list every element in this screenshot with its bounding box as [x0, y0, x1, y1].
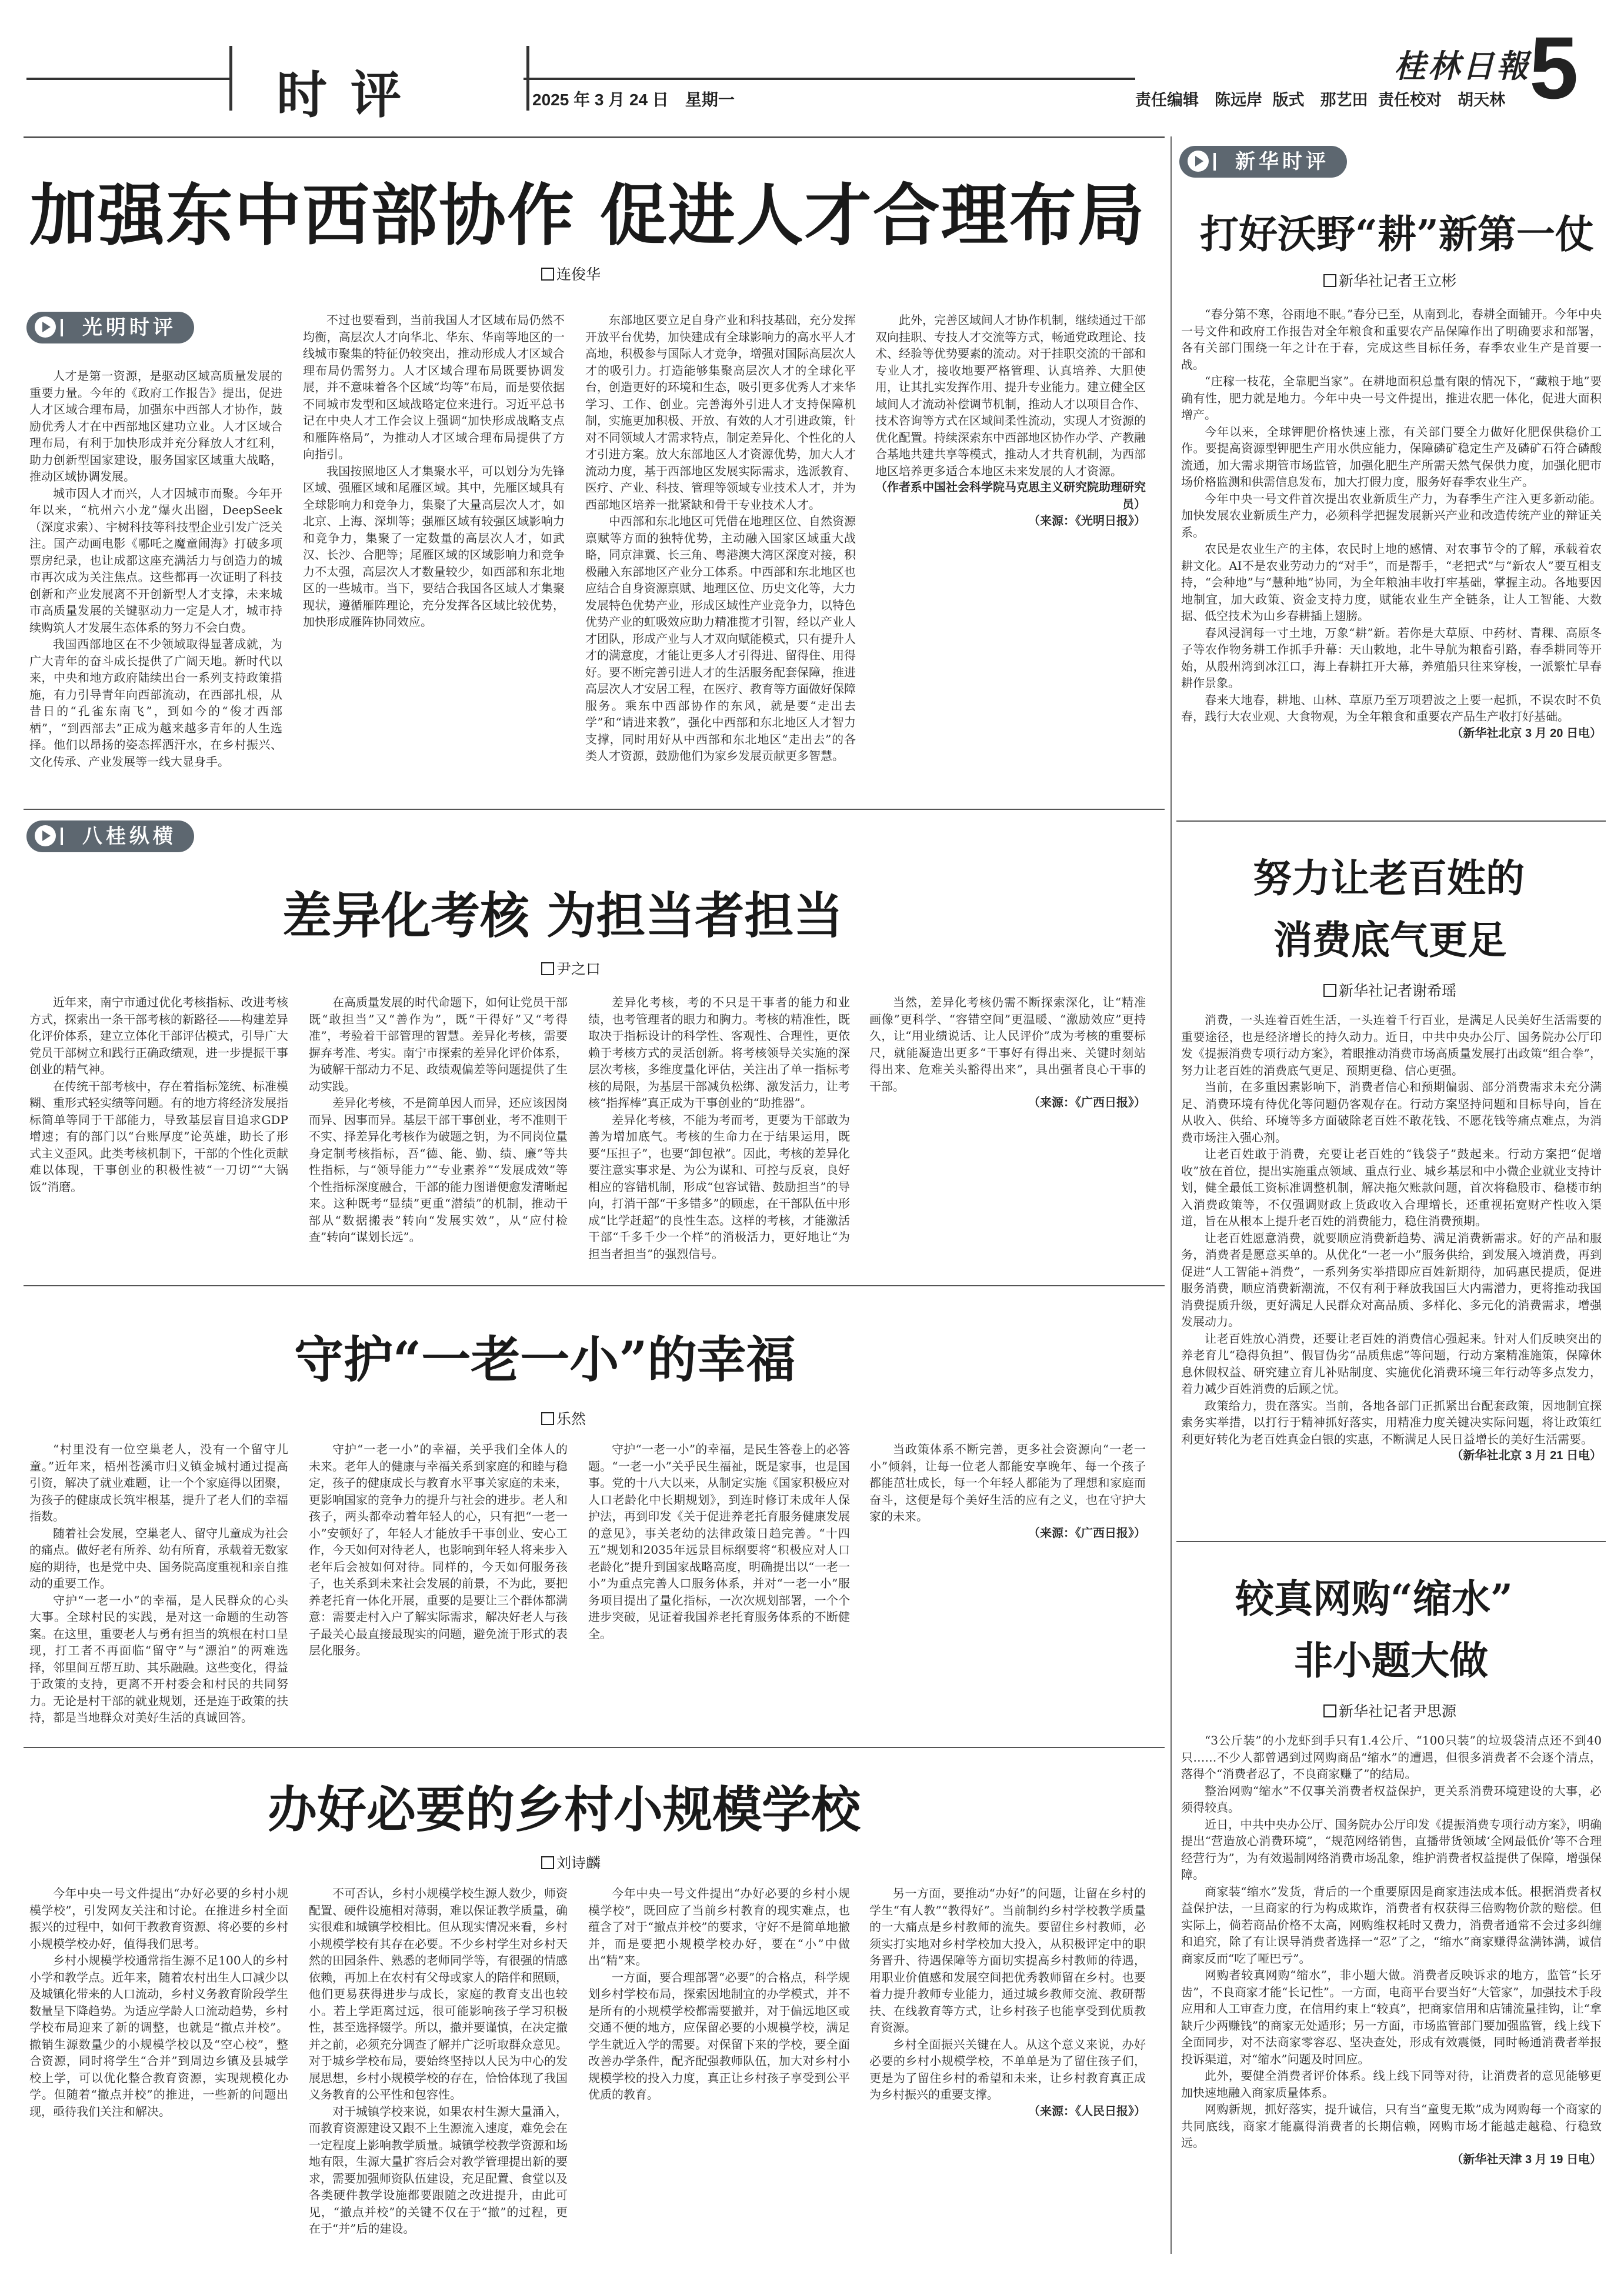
art2-byline: 尹之口 [541, 958, 601, 979]
side2-para-3: 让老百姓敢于消费，充要让老百姓的“钱袋子”鼓起来。行动方案把“促增收”放在首位，提出实施重点领域、重点行业、城乡基层和中小微企业就业支持计划，健全最低工资标准调整机制，解决拖欠账款问题，首次将稳股市、稳楼市纳入消费政策等，不仅强调财政上货政收入合理增长，还重视拓宽财产性收入渠道，旨在从根本上提升老百姓的消费能力，稳住消费预期。 [1181, 1147, 1602, 1228]
tag-bagui [26, 820, 194, 852]
side1-source: （新华社北京 3 月 20 日电） [1451, 726, 1602, 740]
lead-byline: 连俊华 [541, 263, 601, 284]
side2-para-5: 让老百姓放心消费，还要让老百姓的消费信心强起来。针对人们反映突出的养老育儿“稳得负担”、假冒伪劣“品质焦虑”等问题，行动方案精准施策，保障休息休假权益、研究建立育儿补贴制度、实施优化消费环境三年行动等多点发力，着力减少百姓消费的后顾之忧。 [1181, 1331, 1602, 1396]
art3-para-3: 守护“一老一小”的幸福，是人民群众的心头大事。全球村民的实践，是对这一命题的生动答案。在这里，重要老人与勇有担当的筑根在村口呈现，打工者不再面临“留守”与“漂泊”的两难选择，邻里间互帮互助、其乐融融。这些变化，得益于政策的支持，更离不开村委会和村民的共同努力。无论是村干部的就业规划，还是连于政策的扶持，都是当地群众对美好生活的真诚回答。 [29, 1593, 288, 1724]
top-divider [24, 136, 1165, 138]
masthead [0, 0, 1624, 147]
side3-headline-l2: 非小题大做 [1294, 1637, 1488, 1683]
tag-bar-icon [61, 319, 63, 336]
side2-source: （新华社北京 3 月 21 日电） [1451, 1449, 1602, 1462]
side2-headline-l1: 努力让老百姓的 [1253, 855, 1525, 901]
side2-body [1181, 1012, 1602, 1559]
art2-para-3: 在高质量发展的时代命题下，如何让党员干部既“敢担当”又“善作为”，既“干得好”又“考得准”，考验着干部管理的智慧。差异化考核，需要摒弃考准、考实。南宁市探索的差异化评价体系，为破解干部动力不足、政绩观偏差等问题提供了生动实践。 [309, 995, 568, 1093]
lead-para-7: 中西部和东北地区可凭借在地理区位、自然资源禀赋等方面的独特优势，主动融入国家区域重大战略，同京津冀、长三角、粤港澳大湾区深度对接，积极融入东部地区产业分工体系。中西部和东北地区也应结合自身资源禀赋、地理区位、历史文化等，大力发展特色优势产业，形成区域性产业竞争力，以特色优势产业的虹吸效应助力精准揽才引智，经以产业人才团队，形成产业与人才双向赋能模式，只有提升人才的满意度，才能让更多人才引得进、留得住、用得好。要不断完善引进人才的生活服务配套保障，推进高层次人才安居工程，在医疗、教育等方面做好保障服务。乘东中西部协作的东风，就是要“走出去学”和“请进来教”，强化中西部和东北地区人才智力支撑，同时用好从中西部和东北地区“走出去”的各类人才资源，鼓励他们为家乡发展贡献更多智慧。 [585, 514, 856, 763]
art3-para-1: “村里没有一位空巢老人，没有一个留守儿童。”近年来，梧州苍溪市归义镇金城村通过提高引资，解决了就业难题，让一个个家庭得以团聚，为孩子的健康成长筑牢根基，提升了老人们的幸福指数。 [29, 1442, 288, 1523]
lead-col-4 [875, 312, 1146, 803]
lead-source: （来源：《光明日报》） [1028, 515, 1146, 528]
art2-para-1: 近年来，南宁市通过优化考核指标、改进考核方式，探索出一条干部考核的新路径——构建差异化评价体系，建立立体化干部评估模式，引导广大党员干部树立和践行正确政绩观，进一步提振干事创业的精气神。 [29, 995, 288, 1076]
side-divider-3 [1176, 1541, 1606, 1542]
art3-headline: 守护“一老一小”的幸福 [294, 1330, 796, 1389]
art4-col-1 [29, 1885, 288, 2261]
masthead-rule-left [26, 78, 229, 80]
art3-para-2: 随着社会发展，空巢老人、留守儿童成为社会的痛点。做好老有所养、幼有所育，承载着无数家庭的期待，也是党中央、国务院高度重视和亲自推动的重要工作。 [29, 1526, 288, 1590]
side1-para-5: 农民是农业生产的主体，农民时上地的感情、对农事节令的了解，承载着农耕文化。AI不是农业劳动力的“对手”，而是帮手，“老把式”与“新农人”要互相支持，“会种地”与“慧种地”协同，为全年粮油丰收打牢基础，掌握主动。各地要因地制宜，加大政策、资金支持力度，赋能农业生产全链条，让人工智能、大数据、低空技术为山乡春耕插上翅膀。 [1181, 542, 1602, 623]
side3-headline-l1: 较真网购“缩水” [1235, 1576, 1513, 1622]
masthead-rule-right [523, 78, 1135, 80]
side1-para-7: 春来大地春，耕地、山林、草原乃至万项碧波之上要一起抓，不误农时不负春，践行大农业观、大食物观，为全年粮食和重要农产品生产收打好基础。 [1181, 692, 1602, 723]
art2-para-2: 在传统干部考核中，存在着指标笼统、标准模糊、重形式轻实绩等问题。有的地方将经济发展指标简单等同于干部能力，导致基层盲目追求GDP增速；有的部门以“台账厚度”论英雄，助长了形式主义歪风。此类考核机制下，干部的个性化贡献难以体现，干事创业的积极性被“一刀切”“大锅饭”消磨。 [29, 1079, 288, 1194]
side3-source: （新华社天津 3 月 19 日电） [1451, 2153, 1602, 2166]
side1-body [1181, 306, 1602, 812]
tag-bar-icon [1213, 153, 1216, 171]
art2-col-1 [29, 994, 288, 1335]
art2-headline: 差异化考核 为担当者担当 [282, 886, 843, 945]
art2-para-6: 差异化考核，不能为考而考，更要为干部敢为善为增加底气。考核的生命力在于结果运用，既要“压担子”，也要“卸包袱”。因此，考核的差异化要注意实事求是、为公为谋和、可控与反哀，良好相应的容错机制，形成“包容试错、鼓励担当”的导向，打消干部“干多错多”的顾虑，在干部队伍中形成“比学赶超”的良性生态。这样的考核，才能激活干部“千多千少一个样”的消极活力，更好地让“为担当者担当”的强烈信号。 [588, 1112, 850, 1261]
art2-col-3 [588, 994, 850, 1335]
divider-art4 [24, 1747, 1165, 1748]
side1-para-4: 今年中央一号文件首次提出农业新质生产力，为春季生产注入更多新动能。加快发展农业新质生产力，必须科学把握发展新兴产业和改造传统产业的辩证关系。 [1181, 491, 1602, 539]
art4-col-2 [309, 1885, 568, 2261]
play-icon [35, 316, 56, 338]
lead-para-5: 我国按照地区人才集聚水平，可以划分为先锋区域、强雁区域和尾雁区域。其中，先雁区域具有全球影响力和竞争力，集聚了大量高层次人才，如北京、上海、深圳等；强雁区域有较强区域影响力和竞争力，集聚了一定数量的高层次人才，如武汉、长沙、合肥等；尾雁区域的区域影响力和竞争力不太强，高层次人才数量较少，如西部和东北地区的一些城市。当下，要结合我国各区域人才集聚现状，遵循雁阵理论，充分发挥各区域比较优势，加快形成雁阵协同效应。 [303, 463, 565, 629]
staff-credits [1135, 87, 1511, 110]
side1-byline: 新华社记者王立彬 [1323, 269, 1456, 291]
page-number: 5 [1529, 18, 1579, 117]
side2-headline-l2: 消费底气更足 [1273, 917, 1506, 963]
side3-para-7: 网购新规，抓好落实，提升诚信，只有当“童叟无欺”成为网购每一个商家的共同底线，商家才能赢得消费者的长期信赖，网购市场才能越走越稳、行稳致远。 [1181, 2102, 1602, 2150]
side3-para-5: 网购者较真网购“缩水”，非小题大做。消费者反映诉求的地方，监管“长牙齿”，不良商家才能“长记性”。一方面，电商平台要当好“大管家”，加强技术手段应用和人工审查力度，在信用约束上“较真”，把商家信用和店铺流量挂钩，让“拿缺斤少两赚钱”的商家无处遁形；另一方面，市场监管部门要加强监管，线上线下全面同步，对不法商家零容忍、坚决查处，形成有效震慑，同时畅通消费者举报投诉渠道，对“缩水”问题及时回应。 [1181, 1968, 1602, 2066]
art2-para-7: 当然，差异化考核仍需不断探索深化，让“精准画像”更科学、“容错空间”更温暖、“激励效应”更持久，让“用业绩说话、让人民评价”成为考核的重要标尺，就能凝造出更多“干事好有得出来、关键时刻站得出来、危难关头豁得出来”，具出强者良心干事的干部。 [869, 995, 1146, 1093]
art4-source: （来源：《人民日报》） [1028, 2104, 1146, 2118]
lead-headline: 加强东中西部协作 促进人才合理布局 [29, 176, 1146, 255]
art2-col-2 [309, 994, 568, 1335]
lead-col-1 [29, 368, 282, 803]
art2-col-4 [869, 994, 1146, 1335]
side3-para-1: “3公斤装”的小龙虾到手只有1.4公斤、“100只装”的垃圾袋清点还不到40只……不少人都曾遇到过网购商品“缩水”的遭遇，但很多消费者不会逐个清点，落得个“消费者忍了，不良商家赚了”的结局。 [1181, 1733, 1602, 1781]
side3-byline: 新华社记者尹思源 [1323, 1700, 1456, 1721]
art4-para-5: 今年中央一号文件提出“办好必要的乡村小规模学校”，既回应了当前乡村教育的现实难点，也蕴含了对于“撤点并校”的要求，守好不是简单地撤并，而是要把小规模学校办好，要在“小”中做出“精”来。 [588, 1886, 850, 1967]
art4-para-2: 乡村小规模学校通常指生源不足100人的乡村小学和教学点。近年来，随着农村出生人口减少以及城镇化带来的人口流动，乡村义务教育阶段学生数量呈下降趋势。为适应学龄人口流动趋势，乡村学校布局迎来了新的调整，也就是“撤点并校”。撤销生源数量少的小规模学校以及“空心校”，整合资源，同时将学生“合并”到周边乡镇及县城学校上学，可以优化整合教育资源，实现规模化办学。但随着“撤点并校”的推进，一些新的问题出现，亟待我们关注和解决。 [29, 1953, 288, 2119]
lead-col-2 [303, 312, 565, 803]
divider-art2 [24, 809, 1165, 810]
tag-guangming-label: 光明时评 [82, 316, 176, 339]
art4-col-3 [588, 1885, 850, 2261]
art3-col-4 [869, 1441, 1146, 1770]
staff-layout: 版式 那艺田 [1272, 91, 1368, 109]
side3-para-4: 商家装“缩水”发货，背后的一个重要原因是商家违法成本低。根据消费者权益保护法，一旦商家的行为构成欺诈，消费者有权获得三倍购物价款的赔偿。但实际上，倘若商品价格不太高，网购维权耗时又费力，消费者通常不会过多纠缠和追究，除了有让误导消费者选择一“忍”了之，“缩水”商家赚得盆满钵满，诚信商家反而“吃了哑巴亏”。 [1181, 1884, 1602, 1966]
art4-para-8: 乡村全面振兴关键在人。从这个意义来说，办好必要的乡村小规模学校，不单单是为了留住孩子们，更是为了留住乡村的希望和未来，让乡村教育真正成为乡村振兴的重要支撑。 [869, 2037, 1146, 2101]
side3-para-6: 此外，要健全消费者评价体系。线上线下同等对待，让消费者的意见能够更加快速地融入商家质量体系。 [1181, 2069, 1602, 2100]
issue-date: 2025 年 3 月 24 日 星期一 [532, 91, 735, 109]
lead-para-4: 不过也要看到，当前我国人才区域布局仍然不均衡，高层次人才向华北、华东、华南等地区的一线城市聚集的特征仍较突出，推动形成人才区域合理布局仍需努力。人才区域合理布局既要协调发展，并不意味着各个区域“均等”布局，而是要依据不同城市发型和区域战略定位来进行。习近平总书记在中央人才工作会议上强调“加快形成战略支点和雁阵格局”，为推动人才区域合理布局提供了方向指引。 [303, 313, 565, 461]
lead-para-2: 城市因人才而兴，人才因城市而聚。今年开年以来，“杭州六小龙”爆火出圈，DeepSeek（深度求索）、宇树科技等科技型企业引发广泛关注。国产动画电影《哪吒之魔童闹海》打破多项票房纪录，也让成都这座充满活力与创造力的城市再次成为关注焦点。这些都再一次证明了科技创新和产业发展离不开创新型人才支撑，未来城市高质量发展的关键驱动力一定是人才，城市持续购筑人才发展生态体系的努力不会白费。 [29, 486, 282, 635]
lead-para-1: 人才是第一资源，是驱动区域高质量发展的重要力量。今年的《政府工作报告》提出，促进人才区域合理布局，加强东中西部人才协作，鼓励优秀人才在中西部地区建功立业。人才区域合理布局，有利于加快形成并充分释放人才红利，助力创新型国家建设，服务国家区域重大战略，推动区域协调发展。 [29, 369, 282, 483]
side3-body [1181, 1732, 1602, 2261]
tag-xinhua-label: 新华时评 [1235, 151, 1329, 173]
side-divider-2 [1176, 820, 1606, 822]
staff-proofreader: 责任校对 胡天林 [1378, 91, 1506, 109]
art4-para-4: 对于城镇学校来说，如果农村生源大量涌入，而教育资源建设又跟不上生源流入速度，难免会在一定程度上影响教学质量。城镇学校教学资源和场地有限，生源大量扩容后会对教学管理提出新的要求，需要加强师资队伍建设，充足配置、食堂以及各类硬件教学设施都要跟随之改进提升，由此可见，“撤点并校”的关键不仅在于“撤”的过程，更在于“并”后的建设。 [309, 2104, 568, 2236]
divider-art3 [24, 1285, 1165, 1286]
art3-para-4: 守护“一老一小”的幸福，关乎我们全体人的未来。老年人的健康与幸福关系到家庭的和睦与稳定，孩子的健康成长与教育水平事关家庭的未来，更影响国家的竞争力的提升与社会的进步。老人和孩子，两头都牵动着年轻人的心，只有把“一老一小”安顿好了，年轻人才能放手干事创业、安心工作，今天如何对待老人，也影响到年轻人将来步入老年后会被如何对待。同样的，今天如何服务孩子，也关系到未来社会发展的前景，不为此，要把养老托育一体化开展，重要的是要让三个群体都满意：需要走村入户了解实际需求，解决好老人与孩子最关心最直接最现实的问题，避免流于形式的表层化服务。 [309, 1442, 568, 1657]
lead-author-affiliation: （作者系中国社会科学院马克思主义研究院助理研究员） [875, 481, 1146, 511]
newspaper-logo: 桂林日報 [1394, 47, 1530, 85]
art3-source: （来源：《广西日报》） [1028, 1526, 1146, 1540]
lead-para-8: 此外，完善区域间人才协作机制，继续通过干部双向挂职、专技人才交流等方式，畅通党政理论、技术、经验等优势要素的流动。对于挂职交流的干部和专业人才，接收地要严格管理、认真培养、大胆使用，让其扎实发挥作用、提升专业能力。建立健全区域间人才流动补偿调节机制，推动人才以项目合作、技术咨询等方式在区域间柔性流动，实现人才资源的优化配置。持续深索东中西部地区协作办学、产教融合基地共建共享等模式，推动人才共育机制，为西部地区培养更多适合本地区未来发展的人才资源。 [875, 313, 1146, 478]
art3-byline: 乐然 [541, 1407, 586, 1429]
side1-para-1: “春分第不寒，谷雨地不眠。”春分已至，从南到北，春耕全面铺开。今年中央一号文件和政府工作报告对全年粮食和重要农产品保障作出了明确要求和部署，各有关部门围绕一年之计在于春，完成这些目标任务，春季农业生产是首要一战。 [1181, 307, 1602, 372]
tag-guangming [26, 312, 194, 343]
side1-para-3: 今年以来，全球钾肥价格快速上涨，有关部门要全力做好化肥保供稳价工作。要提高资源型钾肥生产用水供应能力，保障磷矿稳定生产及磷矿石符合磷酸流通，加大需求期管市场监管，加强化肥生产所需天然气保供力度，加强化肥市场价格监测和供需信息发布，加大打假力度，服务好春季农业生产。 [1181, 424, 1602, 489]
art4-col-4 [869, 1885, 1146, 2261]
side1-para-6: 春风浸润每一寸土地，万象“耕”新。若你是大草原、中药材、青稞、高原冬子等农作物务耕工作抓手升幕：天山敕地，北牛导航为粮畜引路，春季耕同等开始，从殷州湾到冰江口，海上春耕扛开大幕，养殖船只往来穿梭，一派繁忙早春耕作景象。 [1181, 625, 1602, 690]
section-title: 时评 [276, 65, 425, 125]
art4-para-7: 另一方面，要推动“办好”的问题，让留在乡村的学生“有人教”“教得好”。当前制约乡村学校教学质量的一大痛点是乡村教师的流失。要留住乡村教师，必须实打实地对乡村学校加大投入，从积极评定中的职务晋升、待遇保障等方面切实提高乡村教师的待遇，用职业价值感和发展空间把优秀教师留在乡村。也要着力提升教师专业能力，通过城乡教师交流、教研帮扶、在线教育等方式，让乡村孩子也能享受到优质教育资源。 [869, 1886, 1146, 2034]
play-icon [1188, 151, 1209, 172]
art3-col-1 [29, 1441, 288, 1770]
side2-para-4: 让老百姓愿意消费，就要顺应消费新趋势、满足消费新需求。好的产品和服务，消费者是愿意买单的。从优化“一老一小”服务供给，到发展入境消费，再到促进“人工智能+消费”，一系列务实举措即应百姓新期待，加码惠民提质，促进服务消费，顺应消费新潮流，不仅有利于释放我国巨大内需潜力，更将推动我国消费提质升级，更好满足人民群众对高品质、多样化、多元化的消费需求，增强发展动力。 [1181, 1230, 1602, 1329]
art4-para-3: 不可否认，乡村小规模学校生源人数少，师资配置、硬件设施相对薄弱，难以保证教学质量，确实很难和城镇学校相比。但从现实情况来看，乡村小规模学校有其存在必要。不少乡村学生对乡村天然的田园条件、熟悉的老师同学等，有很强的情感依赖，再加上在农村有父母或家人的陪伴和照顾，他们更易获得进步与成长，家庭的教育支出也较小。若上学距离过远，很可能影响孩子学习积极性，甚至选择辍学。所以，撤并要谨慎，在决定撤并之前，必须充分调查了解并广泛听取群众意见。对于城乡学校布局，要始终坚持以人民为中心的发展思想，乡村小规模学校的存在，恰恰体现了我国义务教育的公平性和包容性。 [309, 1886, 568, 2101]
side1-headline: 打好沃野“耕”新第一仗 [1200, 211, 1594, 257]
lead-para-6: 东部地区要立足自身产业和科技基础，充分发挥开放平台优势，加快建成有全球影响力的高水平人才高地，积极参与国际人才竞争，增强对国际高层次人才的吸引力。打造能够集聚高层次人才的全球化平台，创造更好的环境和生态，吸引更多优秀人才来华学习、工作、创业。完善海外引进人才支持保障机制，实施更加积极、开放、有效的人才引进政策，针对不同领域人才需求特点，制定差异化、个性化的人才引进方案。放大东部地区人才资源优势，加大人才流动力度，基于西部地区发展实际需求，选派教育、医疗、产业、科技、管理等领域专业技术人才，并为西部地区培养一批紧缺和骨干专业技术人才。 [585, 313, 856, 512]
lead-para-3: 我国西部地区在不少领域取得显著成就，为广大青年的奋斗成长提供了广阔天地。新时代以来，中央和地方政府陆续出台一系列支持政策措施，有力引导青年向西部流动，在西部扎根，从昔日的“孔雀东南飞”，到如今的“俊才西部栖”，“到西部去”正成为越来越多青年的人生选择。他们以昂扬的姿态挥洒汗水，在乡村振兴、文化传承、产业发展等一线大显身手。 [29, 637, 282, 769]
staff-editor: 责任编辑 陈远岸 [1135, 91, 1262, 109]
side3-para-2: 整治网购“缩水”不仅事关消费者权益保护，更关系消费环境建设的大事，必须得较真。 [1181, 1783, 1602, 1814]
art3-col-2 [309, 1441, 568, 1770]
side2-byline: 新华社记者谢希瑶 [1323, 979, 1456, 1000]
side2-para-1: 消费，一头连着百姓生活，一头连着千行百业，是满足人民美好生活需要的重要途径，也是经济增长的持久动力。近日，中共中央办公厅、国务院办公厅印发《提振消费专项行动方案》，着眼推动消费市场高质量发展打出政策“组合拳”，努力让老百姓的消费底气更足、预期更稳、信心更强。 [1181, 1013, 1602, 1078]
art2-para-5: 差异化考核，考的不只是干事者的能力和业绩，也考管理者的眼力和胸力。考核的精准性，既取决于指标设计的科学性、客观性、合理性，更依赖于考核方式的灵活创新。将考核领导关实施的深层次考核，多维度量化评估，关注出了单一指标考核的局限，为基层干部减负松绑、激发活力，让考核“指挥棒”真正成为干事创业的“助推器”。 [588, 995, 850, 1110]
play-icon [35, 825, 56, 846]
tag-xinhua [1179, 146, 1347, 178]
art4-para-6: 一方面，要合理部署“必要”的合格点，科学规划乡村学校布局，探索因地制宜的办学模式，并不是所有的小规模学校都需要撤并，对于偏远地区或交通不便的地方，应保留必要的小规模学校，满足学生就近入学的需要。对保留下来的学校，要全面改善办学条件，配齐配强教师队伍，加大对乡村小规模学校的投入力度，真正让乡村孩子享受到公平优质的教育。 [588, 1970, 850, 2101]
tag-bar-icon [61, 828, 63, 845]
art2-source: （来源：《广西日报》） [1028, 1096, 1146, 1109]
side2-para-6: 政策给力，贵在落实。当前，各地各部门正抓紧出台配套政策，因地制宜探索务实举措，以打行于精神抓好落实，用精准力度关键决实际问题，将让政策红利更好转化为老百姓真金白银的实惠，不断满足人民日益增长的美好生活需要。 [1181, 1398, 1602, 1446]
art2-para-4: 差异化考核，不是简单因人而异，还应该因岗而异、因事而异。基层干部干事创业，考不准则干不实、择差异化考核作为破题之钥，为不同岗位量身定制考核指标，吾“德、能、勤、绩、廉”等共性指标，与“领导能力”“专业素养”“发展成效”等个性指标深度融合，干部的能力图谱便愈发清晰起来。这种既考“显绩”更重“潜绩”的机制，推动干部从“数据搬表”转向“发展实效”，从“应付检查”转向“谋划长远”。 [309, 1096, 568, 1244]
art3-col-3 [588, 1441, 850, 1770]
lead-col-3 [585, 312, 856, 803]
side-column-divider [1171, 136, 1172, 2254]
art3-para-5: 守护“一老一小”的幸福，是民生答卷上的必答题。“一老一小”关乎民生福祉，既是家事，也是国事。党的十八大以来，从制定实施《国家积极应对人口老龄化中长期规划》，到连时修订未成年人保护法，再到印发《关于促进养老托育服务健康发展的意见》，事关老幼的法律政策日趋完善。“十四五”规划和2035年远景目标纲要将“积极应对人口老龄化”提升到国家战略高度，明确提出以“一老一小”为重点完善人口服务体系，并对“一老一小”服务项目提出了量化指标，一次次规划部署，一个个进步突破，见证着我国养老托育服务体系的不断健全。 [588, 1442, 850, 1641]
side2-para-2: 当前，在多重因素影响下，消费者信心和预期偏弱、部分消费需求未充分满足、消费环境有待优化等问题仍客观存在。行动方案坚持问题和目标导向，旨在从收入、供给、环境等多方面破除老百姓不敢花钱、不愿花钱等痛点难点，为消费市场注入强心剂。 [1181, 1080, 1602, 1145]
tag-bagui-label: 八桂纵横 [82, 825, 176, 848]
side3-para-3: 近日，中共中央办公厅、国务院办公厅印发《提振消费专项行动方案》，明确提出“营造放心消费环境”，“规范网络销售，直播带货领域‘全网最低价’等不合理经营行为”，为有效遏制网络消费市场乱象，维护消费者权益提供了保障，增强保障。 [1181, 1817, 1602, 1882]
art3-para-6: 当政策体系不断完善，更多社会资源向“一老一小”倾斜，让每一位老人都能安享晚年、每一个孩子都能茁壮成长，每一个年轻人都能为了理想和家庭而奋斗，这便是每个美好生活的应有之义，也在守护大家的未来。 [869, 1442, 1146, 1523]
side1-para-2: “庄稼一枝花，全靠肥当家”。在耕地面积总量有限的情况下，“藏粮于地”要确有性，肥力就是地力。今年中央一号文件提出，推进农肥一体化，促进大面积增产。 [1181, 374, 1602, 422]
art4-byline: 刘诗麟 [541, 1852, 601, 1873]
art4-para-1: 今年中央一号文件提出“办好必要的乡村小规模学校”，引发网友关注和讨论。在推进乡村全面振兴的过程中，如何干教教育资源、将必要的乡村小规模学校办好，值得我们思考。 [29, 1886, 288, 1951]
art4-headline: 办好必要的乡村小规模学校 [268, 1780, 861, 1839]
